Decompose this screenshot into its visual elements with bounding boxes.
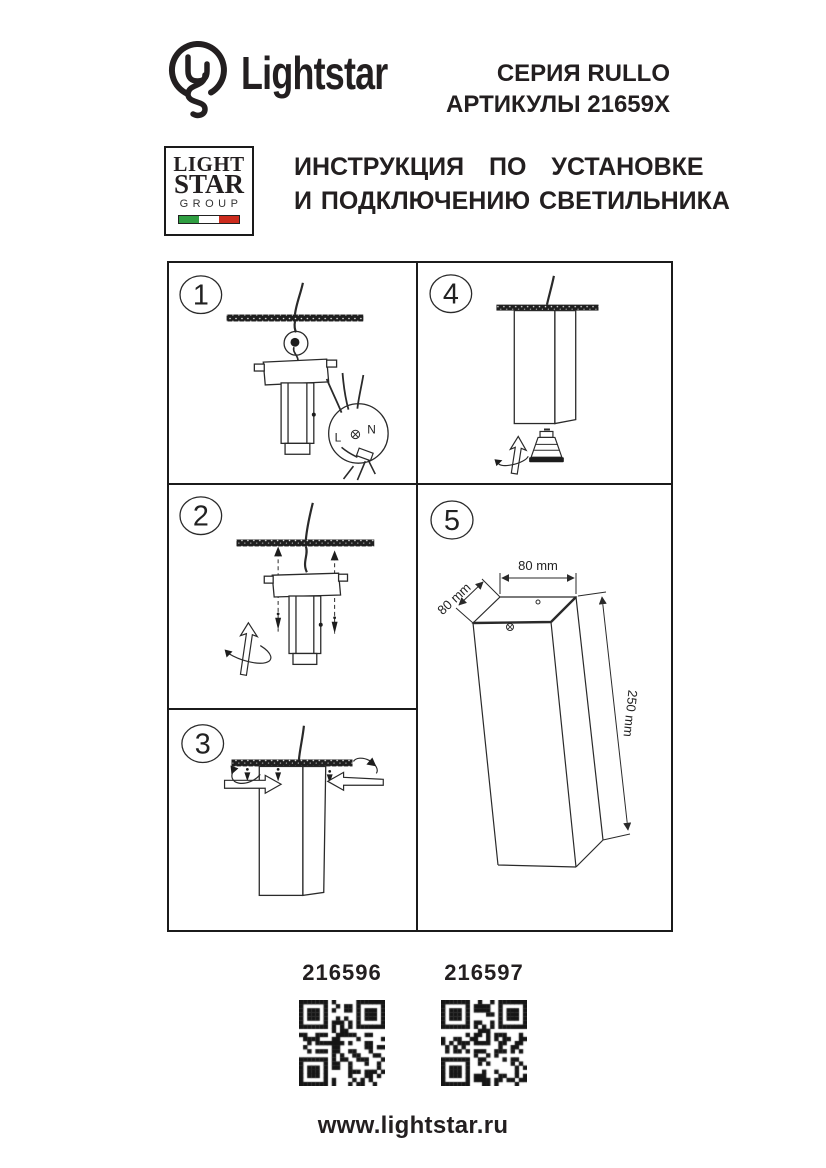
- mounting-bracket: [263, 359, 328, 385]
- brand-name: Lightstar: [241, 47, 388, 99]
- logo-box-group: GROUP: [179, 198, 243, 210]
- screw-icon: [275, 618, 281, 630]
- ceiling: [496, 305, 598, 311]
- articles-title: АРТИКУЛЫ 21659X: [446, 91, 670, 118]
- lamp-shade: [514, 311, 555, 424]
- step-number-1: 1: [192, 279, 209, 312]
- instruction-title-line1: ИНСТРУКЦИЯ ПО УСТАНОВКЕ: [294, 153, 704, 181]
- twist-arrow-icon: [510, 436, 526, 474]
- lightstar-bulb-logo-icon: [161, 38, 237, 122]
- supply-cable: [299, 726, 304, 760]
- terminal-label-n: N: [367, 422, 376, 437]
- flag-red: [219, 216, 239, 223]
- article-number: 216597: [444, 960, 524, 985]
- logo-box-star: STAR: [173, 169, 245, 199]
- series-block: [446, 58, 670, 120]
- supply-cable: [547, 276, 554, 305]
- flag-white: [199, 216, 219, 223]
- logo-box-light: LIGHT: [173, 152, 245, 176]
- dim-width-label: 80 mm: [518, 558, 558, 573]
- supply-cable: [295, 283, 303, 315]
- step-panel-5: [418, 485, 671, 930]
- instruction-title-line2: И ПОДКЛЮЧЕНИЮ СВЕТИЛЬНИКА: [294, 187, 730, 215]
- qr-item: [298, 960, 386, 1086]
- step-4-diagram: [418, 263, 671, 483]
- lamp-holder-body: [281, 383, 314, 443]
- flag-green: [179, 216, 199, 223]
- italy-flag-icon: [178, 215, 240, 224]
- twist-arrow-icon: [240, 623, 257, 676]
- terminal-label-l: L: [334, 430, 342, 445]
- step-1-diagram: [169, 263, 416, 483]
- steps-grid: [167, 261, 673, 932]
- ceiling: [237, 540, 375, 547]
- qr-section: [0, 960, 826, 1086]
- step-panel-3: [169, 710, 418, 930]
- lightstar-group-logo: [164, 146, 254, 236]
- site-url: www.lightstar.ru: [317, 1112, 509, 1139]
- article-number: 216596: [302, 960, 382, 985]
- fixture-dimension-drawing: [473, 597, 603, 867]
- step-panel-4: [418, 263, 671, 485]
- step-3-diagram: [169, 710, 416, 930]
- mounting-bracket: [272, 573, 340, 597]
- slide-arrow-left-icon: [328, 772, 384, 790]
- ceiling: [227, 315, 364, 322]
- step-panel-1: [169, 263, 418, 485]
- dim-depth-label: 80 mm: [434, 579, 474, 618]
- supply-cable: [306, 503, 313, 540]
- series-title: СЕРИЯ RULLO: [496, 60, 670, 87]
- qr-code: [299, 1000, 385, 1086]
- step-5-diagram: [418, 485, 671, 930]
- step-2-diagram: [169, 485, 416, 708]
- step-number-5: 5: [443, 505, 461, 537]
- step-number-2: 2: [192, 500, 209, 533]
- step-number-3: 3: [194, 728, 211, 761]
- terminal-block: [356, 448, 373, 461]
- gu10-lamp-icon: [529, 429, 564, 462]
- instruction-title: [294, 150, 730, 218]
- qr-code: [441, 1000, 527, 1086]
- ceiling: [231, 759, 352, 766]
- lamp-holder-body: [289, 596, 321, 653]
- step-number-4: 4: [442, 278, 459, 311]
- dim-height-label: 250 mm: [620, 689, 641, 738]
- step-panel-2: [169, 485, 418, 710]
- screw-icon: [332, 622, 338, 634]
- qr-item: [440, 960, 528, 1086]
